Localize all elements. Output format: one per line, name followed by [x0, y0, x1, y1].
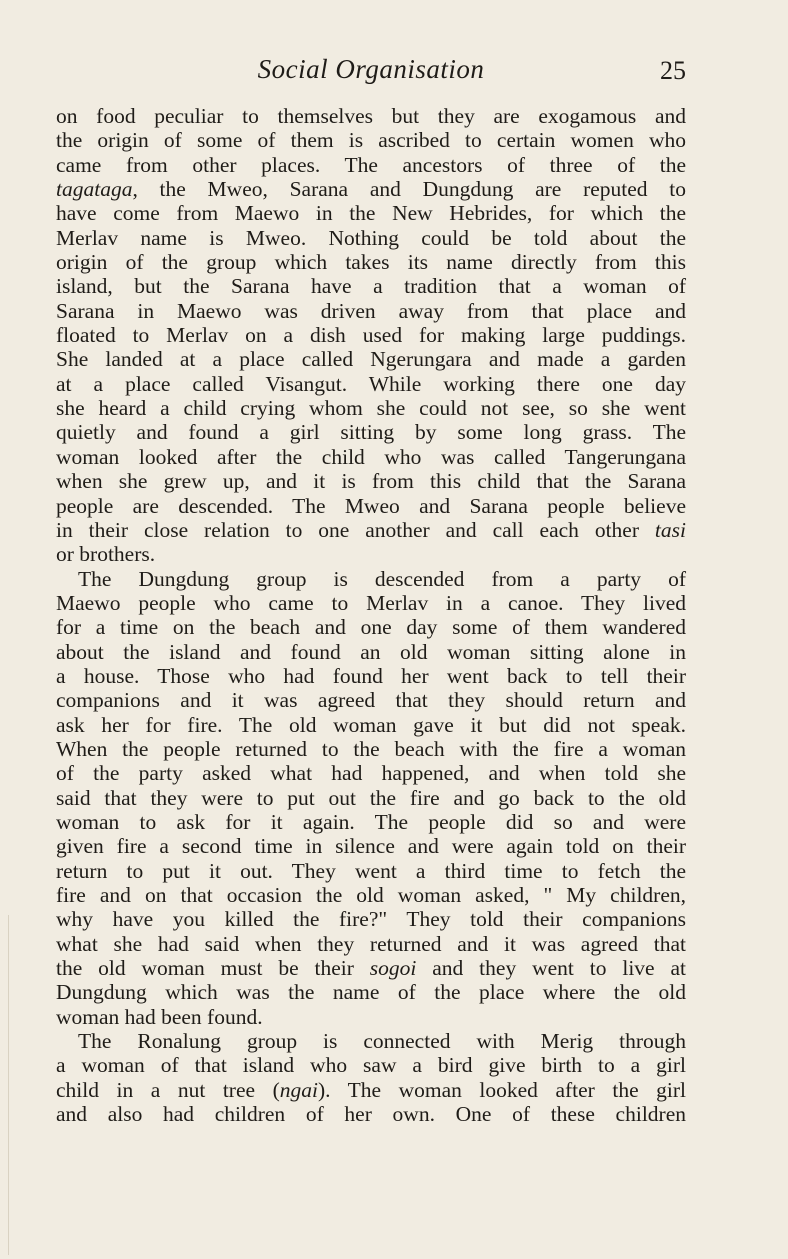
text-line: she heard a child crying whom she could not see, so she went — [56, 396, 686, 421]
text-line: companions and it was agreed that they should return and — [56, 688, 686, 713]
text-line: tagataga, the Mweo, Sarana and Dungdung are reputed to — [56, 177, 686, 202]
text-line: have come from Maewo in the New Hebrides, for which the — [56, 201, 686, 226]
text-line: what she had said when they returned and it was agreed that — [56, 931, 686, 956]
text-line: woman to ask for it again. The people did so and were — [56, 809, 686, 834]
text-line: Dungdung which was the name of the place where the old — [56, 980, 686, 1005]
text-line: came from other places. The ancestors of three of the — [56, 152, 686, 177]
text-line: in their close relation to one another and call each other tasi — [56, 517, 686, 542]
text-line: given fire a second time in silence and were again told on their — [56, 834, 686, 859]
text-line: when she grew up, and it is from this child that the Sarana — [56, 469, 686, 494]
running-title: Social Organisation — [257, 54, 485, 84]
page-number: 25 — [660, 56, 686, 85]
text-line: people are descended. The Mweo and Sarana people believe — [56, 493, 686, 518]
text-line: about the island and found an old woman sitting alone in — [56, 639, 686, 664]
text-line: fire and on that occasion the old woman asked, " My children, — [56, 883, 686, 907]
text-line: child in a nut tree (ngai). The woman looked after the girl — [56, 1077, 686, 1102]
text-line: She landed at a place called Ngerungara and made a garden — [56, 347, 686, 372]
body-text — [56, 104, 686, 1126]
text-line: return to put it out. They went a third time to fetch the — [56, 858, 686, 883]
text-line: the old woman must be their sogoi and they went to live at — [56, 956, 686, 981]
text-line: When the people returned to the beach with the fire a woman — [56, 736, 686, 761]
text-line: or brothers. — [56, 542, 156, 567]
text-line: Sarana in Maewo was driven away from that place and — [56, 298, 686, 323]
text-line: and also had children of her own. One of these children — [56, 1102, 686, 1127]
text-line: Maewo people who came to Merlav in a canoe. They lived — [56, 590, 686, 615]
text-line: for a time on the beach and one day some of them wandered — [56, 615, 686, 640]
text-line: woman looked after the child who was called Tangerungana — [56, 444, 686, 469]
text-line: The Ronalung group is connected with Merig through — [78, 1029, 686, 1054]
text-line: quietly and found a girl sitting by some long grass. The — [56, 420, 686, 445]
text-line: at a place called Visangut. While working there one day — [56, 371, 686, 396]
text-line: a house. Those who had found her went back to tell their — [56, 663, 686, 688]
text-line: woman had been found. — [56, 1004, 263, 1029]
text-line: Merlav name is Mweo. Nothing could be told about the — [56, 225, 686, 250]
scan-gutter-shadow — [8, 915, 9, 1255]
text-line: origin of the group which takes its name directly from this — [56, 250, 686, 275]
text-line: floated to Merlav on a dish used for making large puddings. — [56, 323, 686, 348]
text-line: a woman of that island who saw a bird give birth to a girl — [56, 1053, 686, 1078]
text-line: the origin of some of them is ascribed to certain women who — [56, 128, 686, 153]
text-line: said that they were to put out the fire and go back to the old — [56, 785, 686, 810]
text-line: island, but the Sarana have a tradition that a woman of — [56, 274, 686, 299]
page-header — [56, 54, 686, 90]
text-line: on food peculiar to themselves but they are exogamous and — [56, 104, 686, 128]
text-line: why have you killed the fire?" They told their companions — [56, 907, 686, 932]
text-line: of the party asked what had happened, and when told she — [56, 761, 686, 786]
text-line: ask her for fire. The old woman gave it but did not speak. — [56, 712, 686, 737]
text-line: The Dungdung group is descended from a party of — [78, 566, 686, 591]
